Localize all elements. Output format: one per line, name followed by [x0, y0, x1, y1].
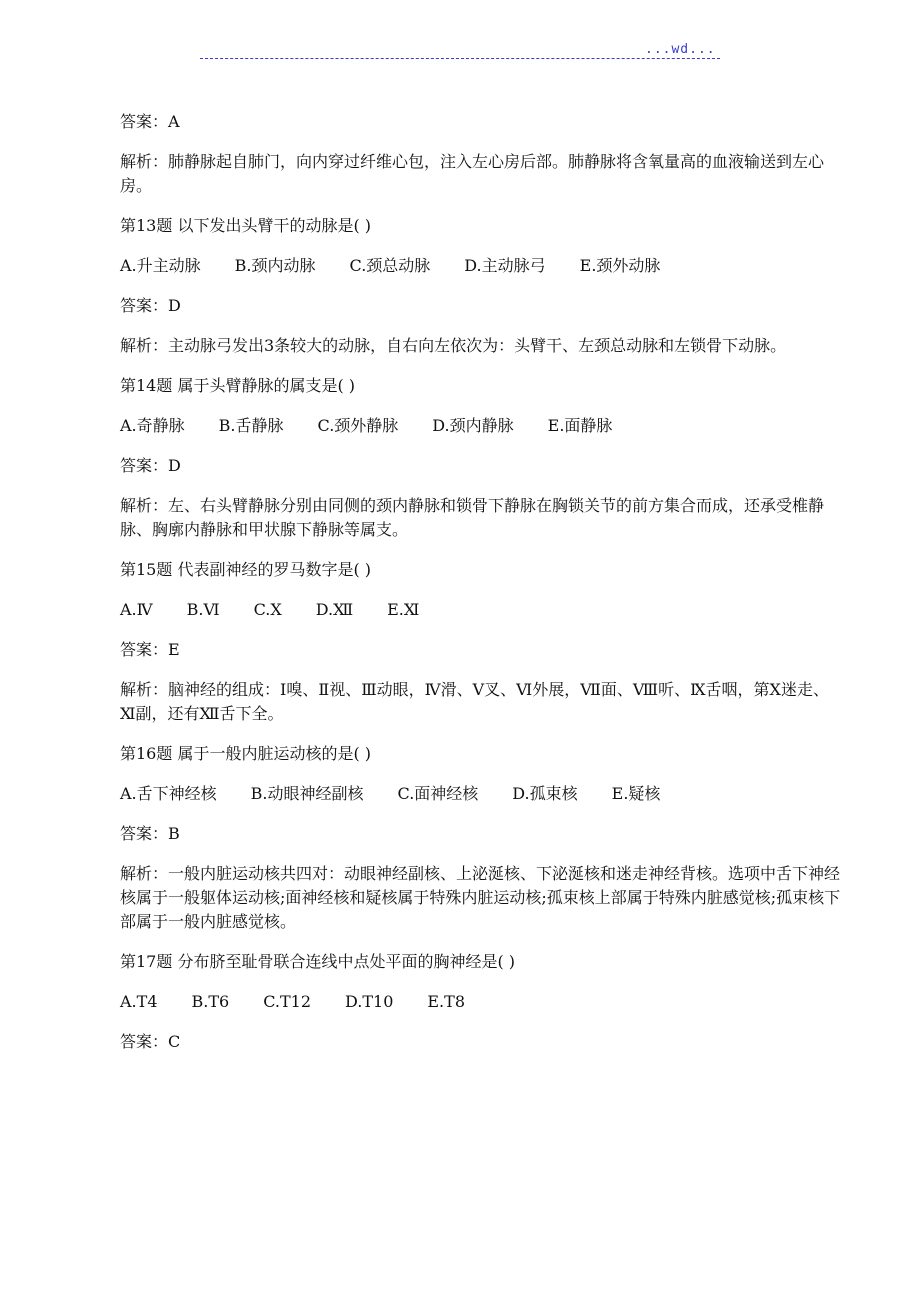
paragraph: 解析：肺静脉起自肺门，向内穿过纤维心包，注入左心房后部。肺静脉将含氧量高的血液输送到左心房。 [120, 152, 825, 195]
options-row [120, 254, 842, 278]
options-row [120, 990, 842, 1014]
option-item: D.T10 [345, 992, 394, 1011]
paragraph: 第14题 属于头臂静脉的属支是( ) [120, 376, 356, 395]
option-item: C.T12 [263, 992, 311, 1011]
option-item: E.疑核 [611, 784, 661, 803]
option-item: A.T4 [120, 992, 158, 1011]
header-divider [200, 58, 720, 59]
document-body [120, 110, 842, 1070]
option-item: C.颈总动脉 [349, 256, 431, 275]
option-item: A.舌下神经核 [120, 784, 217, 803]
option-item: C.面神经核 [397, 784, 479, 803]
paragraph: 第16题 属于一般内脏运动核的是( ) [120, 744, 372, 763]
option-item: A.奇静脉 [120, 416, 185, 435]
paragraph: 解析：脑神经的组成：Ⅰ嗅、Ⅱ视、Ⅲ动眼，Ⅳ滑、Ⅴ叉、Ⅵ外展，Ⅶ面、Ⅷ听、Ⅸ舌咽，第X迷走、Ⅺ副，还有Ⅻ舌下全。 [120, 680, 829, 723]
option-item: B.舌静脉 [218, 416, 284, 435]
option-item: B.颈内动脉 [234, 256, 316, 275]
paragraph: 答案：D [120, 296, 181, 315]
paragraph: 第17题 分布脐至耻骨联合连线中点处平面的胸神经是( ) [120, 952, 516, 971]
option-item: C.颈外静脉 [317, 416, 399, 435]
option-item: D.主动脉弓 [464, 256, 546, 275]
paragraph: 答案：B [120, 824, 180, 843]
header-mark: ...wd... [645, 42, 716, 57]
option-item: D.孤束核 [512, 784, 578, 803]
option-item: C.X [253, 600, 282, 619]
option-item: A.升主动脉 [120, 256, 201, 275]
options-row [120, 782, 842, 806]
paragraph: 解析：一般内脏运动核共四对：动眼神经副核、上泌涎核、下泌涎核和迷走神经背核。选项中舌下神经核属于一般躯体运动核;面神经核和疑核属于特殊内脏运动核;孤束核上部属于特殊内脏感觉核;孤束核下部属于一般内脏感觉核。 [120, 864, 841, 931]
options-row [120, 598, 842, 622]
paragraph: 解析：主动脉弓发出3条较大的动脉，自右向左依次为：头臂干、左颈总动脉和左锁骨下动脉。 [120, 336, 787, 355]
paragraph: 答案：D [120, 456, 181, 475]
option-item: D.Ⅻ [315, 600, 354, 619]
option-item: E.颈外动脉 [579, 256, 661, 275]
option-item: A.Ⅳ [120, 600, 153, 619]
paragraph: 解析：左、右头臂静脉分别由同侧的颈内静脉和锁骨下静脉在胸锁关节的前方集合而成，还承受椎静脉、胸廓内静脉和甲状腺下静脉等属支。 [120, 496, 825, 539]
paragraph: 第13题 以下发出头臂干的动脉是( ) [120, 216, 372, 235]
paragraph: 答案：C [120, 1032, 181, 1051]
option-item: D.颈内静脉 [432, 416, 514, 435]
options-row [120, 414, 842, 438]
option-item: B.动眼神经副核 [250, 784, 364, 803]
option-item: E.T8 [427, 992, 465, 1011]
option-item: B.T6 [191, 992, 230, 1011]
paragraph: 答案：E [120, 640, 180, 659]
option-item: E.面静脉 [547, 416, 613, 435]
option-item: E.Ⅺ [387, 600, 420, 619]
paragraph: 第15题 代表副神经的罗马数字是( ) [120, 560, 372, 579]
paragraph: 答案：A [120, 112, 180, 131]
option-item: B.Ⅵ [186, 600, 220, 619]
